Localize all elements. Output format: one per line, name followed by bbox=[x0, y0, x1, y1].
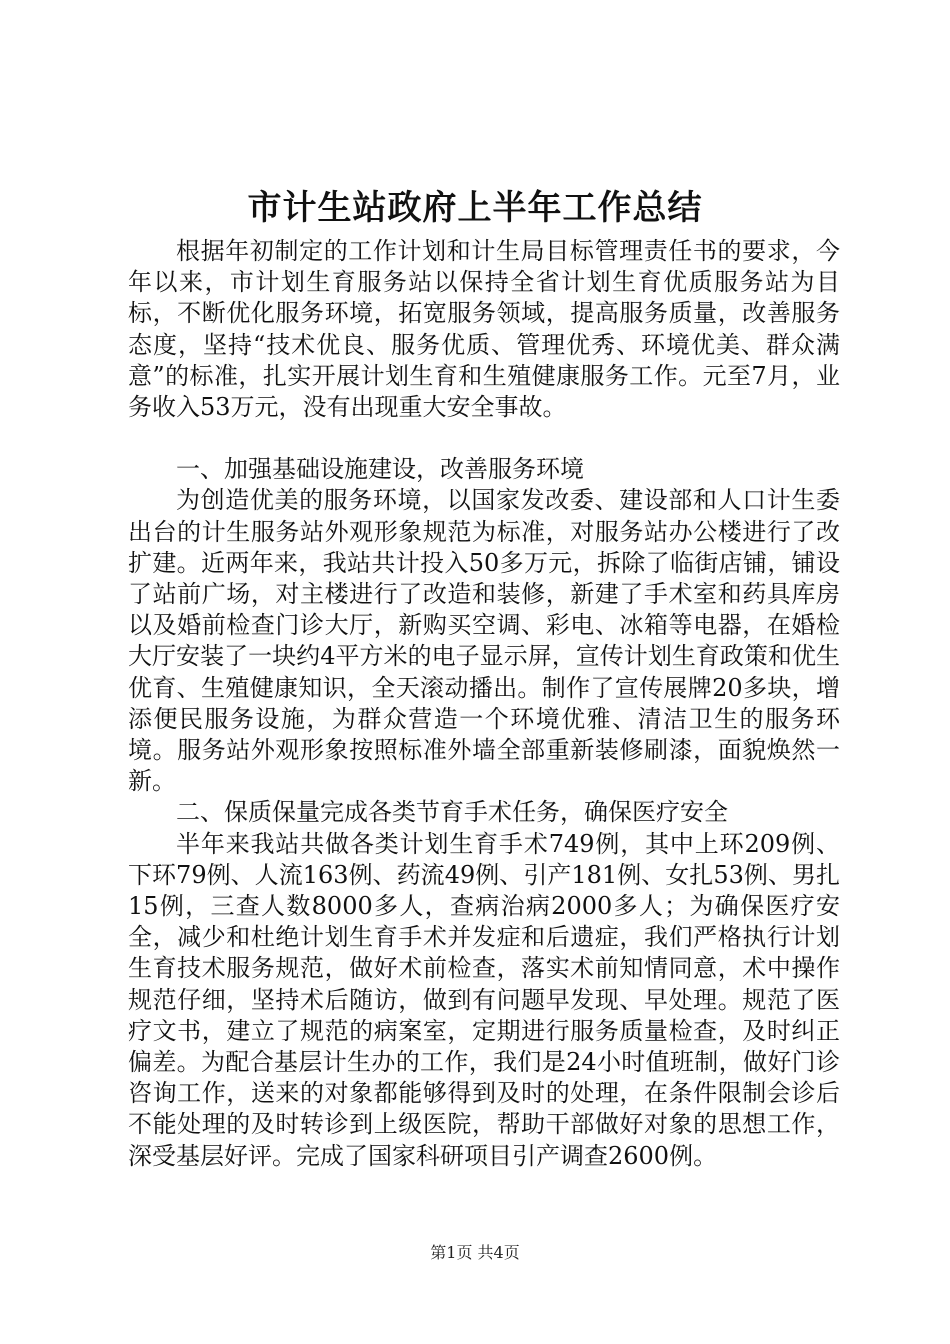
section-paragraph-1: 为创造优美的服务环境，以国家发改委、建设部和人口计生委出台的计生服务站外观形象规范为标准，对服务站办公楼进行了改扩建。近两年来，我站共计投入50多万元，拆除了临街店铺，铺设了站前广场，对主楼进行了改造和装修，新建了手术室和药具库房以及婚前检查门诊大厅，新购买空调、彩电、冰箱等电器，在婚检大厅安装了一块约4平方米的电子显示屏，宣传计划生育政策和优生优育、生殖健康知识，全天滚动播出。制作了宣传展牌20多块，增添便民服务设施，为群众营造一个环境优雅、清洁卫生的服务环境。服务站外观形象按照标准外墙全部重新装修刷漆，面貌焕然一新。 bbox=[128, 486, 840, 796]
section-heading-2: 二、保质保量完成各类节育手术任务，确保医疗安全 bbox=[176, 798, 728, 827]
paragraph-spacer bbox=[128, 423, 840, 454]
document-body bbox=[128, 236, 840, 1172]
section-heading-1: 一、加强基础设施建设，改善服务环境 bbox=[176, 455, 584, 484]
intro-paragraph: 根据年初制定的工作计划和计生局目标管理责任书的要求，今年以来，市计划生育服务站以保持全省计划生育优质服务站为目标，不断优化服务环境，拓宽服务领域，提高服务质量，改善服务态度，坚持“技术优良、服务优质、管理优秀、环境优美、群众满意”的标准，扎实开展计划生育和生殖健康服务工作。元至7月，业务收入53万元，没有出现重大安全事故。 bbox=[128, 237, 840, 422]
document-title: 市计生站政府上半年工作总结 bbox=[247, 188, 703, 228]
section-paragraph-2: 半年来我站共做各类计划生育手术749例，其中上环209例、下环79例、人流163例、药流49例、引产181例、女扎53例、男扎15例，三查人数8000多人，查病治病2000多人；为确保医疗安全，减少和杜绝计划生育手术并发症和后遗症，我们严格执行计划生育技术服务规范，做好术前检查，落实术前知情同意，术中操作规范仔细，坚持术后随访，做到有问题早发现、早处理。规范了医疗文书，建立了规范的病案室，定期进行服务质量检查，及时纠正偏差。为配合基层计生办的工作，我们是24小时值班制，做好门诊咨询工作，送来的对象都能够得到及时的处理，在条件限制会诊后不能处理的及时转诊到上级医院，帮助干部做好对象的思想工作，深受基层好评。完成了国家科研项目引产调查2600例。 bbox=[128, 829, 840, 1170]
page-footer: 第1页 共4页 bbox=[430, 1243, 520, 1262]
